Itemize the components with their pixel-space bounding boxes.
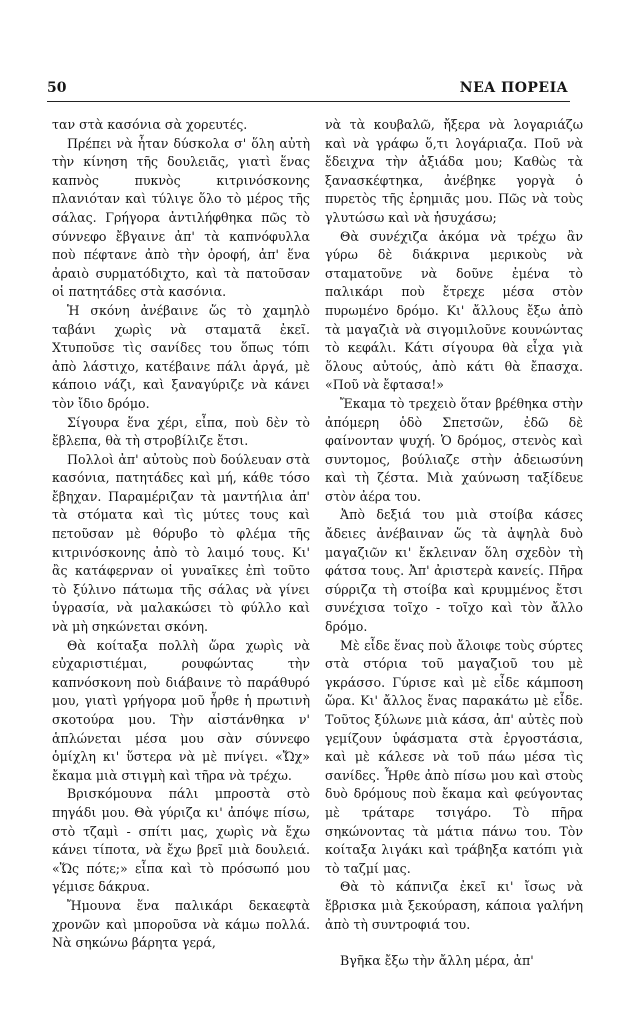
paragraph: Θὰ συνέχιζα ἀκόμα νὰ τρέχω ἂν γύρω δὲ διάκρινα μερικοὺς νὰ σταματοῦνε νὰ δοῦνε ἐμένα τὸ παλικάρι ποὺ ἔτρεχε μέσα στὸν πυρωμένο δρόμο. Κι' ἄλλους ἔξω ἀπὸ τὰ μαγαζιὰ νὰ σιγομιλοῦνε κουνώντας τὸ κεφάλι. Κάτι σίγουρα θὰ εἶχα γιὰ ὅλους αὐτούς, ἀπὸ κάτι θὰ ἔπασχα. «Ποῦ νὰ ἔφτασα!» xyxy=(325,228,583,393)
page-number: 50 xyxy=(47,80,67,96)
paragraph: Βρισκόμουνα πάλι μπροστὰ στὸ πηγάδι μου. Θὰ γύριζα κι' ἀπόψε πίσω, στὸ τζαμὶ - σπίτι μας, χωρὶς νὰ ἔχω κάνει τίποτα, νὰ ἔχω βρεῖ μιὰ δουλειά. «Ὥς πότε;» εἶπα καὶ τὸ πρόσωπό μου γέμισε δάκρυα. xyxy=(52,786,310,895)
paragraph: Ἔκαμα τὸ τρεχειὸ ὅταν βρέθηκα στὴν ἀπόμερη ὁδὸ Σπετσῶν, ἐδῶ δὲ φαίνονταν ψυχή. Ὁ δρόμος, στενὸς καὶ συντομος, βούλιαζε στὴν ἀδειωσύνη καὶ τὴ ζέστα. Μιὰ χαύνωση ταξίδευε στὸν ἀέρα του. xyxy=(325,395,583,504)
paragraph: Σίγουρα ἕνα χέρι, εἶπα, ποὺ δὲν τὸ ἔβλεπα, θὰ τὴ στροβίλιζε ἔτσι. xyxy=(52,414,310,449)
left-column xyxy=(52,116,310,953)
paragraph: Μὲ εἶδε ἕνας ποὺ ἄλοιφε τοὺς σύρτες στὰ στόρια τοῦ μαγαζιοῦ του μὲ γκράσσο. Γύρισε καὶ μὲ εἶδε κάμποση ὥρα. Κι' ἄλλος ἕνας παρακάτω μὲ εἶδε. Τοῦτος ξύλωνε μιὰ κάσα, ἀπ' αὐτὲς ποὺ γεμίζουν ὑφάσματα στὰ ἐργοστάσια, καὶ μὲ κάλεσε νὰ τοῦ πάω μέσα τὶς σανίδες. Ἦρθε ἀπὸ πίσω μου καὶ στοὺς δυὸ δρόμους ποὺ ἔκαμα καὶ φεύγοντας μὲ τράταρε τσιγάρο. Τὸ πῆρα σηκώνοντας τὰ μάτια πάνω του. Τὸν κοίταξα λιγάκι καὶ τράβηξα κατόπι γιὰ τὸ ταζμί μας. xyxy=(325,637,583,876)
paragraph: ταν στὰ κασόνια σὰ χορευτές. xyxy=(52,117,248,132)
paragraph: Ἤμουνα ἕνα παλικάρι δεκαεφτὰ χρονῶν καὶ μποροῦσα νὰ κάμω πολλά. Νὰ σηκώνω βάρητα γερά, xyxy=(52,897,310,951)
paragraph: Πρέπει νὰ ἦταν δύσκολα σ' ὅλη αὐτὴ τὴν κίνηση τῆς δουλειᾶς, γιατὶ ἕνας καπνὸς πυκνὸς κιτρινόσκονης πλανιόταν καὶ τύλιγε ὅλο τὸ μέρος τῆς σάλας. Γρήγορα ἀντιλήφθηκα πῶς τὸ σύννεφο ἔβγαινε ἀπ' τὰ καπνόφυλλα ποὺ πέφτανε ἀπὸ τὴν ὀροφή, ἀπ' ἕνα ἀραιὸ συρματόδιχτο, καὶ τὰ πατοῦσαν οἱ πατητάδες στὰ κασόνια. xyxy=(52,135,310,300)
header-rule xyxy=(47,101,570,102)
paragraph: νὰ τὰ κουβαλῶ, ἤξερα νὰ λογαριάζω καὶ νὰ γράφω ὅ,τι λογάριαζα. Ποῦ νὰ ἔδειχνα τὴν ἀξιάδα μου; Καθὼς τὰ ξανασκέφτηκα, ἀνέβηκε γοργὰ ὁ πυρετὸς τῆς ἐρημιᾶς μου. Πῶς νὰ τοὺς γλυτώσω καὶ νὰ ἡσυχάσω; xyxy=(325,117,583,225)
paragraph: Ἀπὸ δεξιά του μιὰ στοίβα κάσες ἄδειες ἀνέβαιναν ὥς τὰ ἀψηλὰ δυὸ μαγαζιῶν κι' ἔκλειναν ὅλη σχεδὸν τὴ φάτσα τους. Ἀπ' ἀριστερὰ κανείς. Πῆρα σύρριζα τὴ στοίβα καὶ κρυμμένος ἔτσι συνέχισα τοῖχο - τοῖχο καὶ τὸν ἄλλο δρόμο. xyxy=(325,507,583,635)
paragraph: Ἡ σκόνη ἀνέβαινε ὥς τὸ χαμηλὸ ταβάνι χωρὶς νὰ σταματᾶ ἐκεῖ. Χτυποῦσε τὶς σανίδες του ὅπως τόπι ἀπὸ λάστιχο, κατέβαινε πάλι ἀργά, μὲ κάποιο νάζι, καὶ ξαναγύριζε νὰ κάνει τὸν ἴδιο δρόμο. xyxy=(52,302,310,411)
right-column xyxy=(325,116,583,971)
paragraph: Πολλοὶ ἀπ' αὐτοὺς ποὺ δούλευαν στὰ κασόνια, πατητάδες καὶ μή, κάθε τόσο ἔβηχαν. Παραμέριζαν τὰ μαντήλια ἀπ' τὰ στόματα καὶ τὶς μύτες τους καὶ πετοῦσαν μὲ θόρυβο τὸ φλέμα τῆς κιτρινόσκονης ἀπὸ τὸ λαιμό τους. Κι' ἂς κατάφερναν οἱ γυναῖκες ἐπὶ τοῦτο τὸ ξύλινο πάτωμα τῆς σάλας νὰ γίνει ὑγρασία, νὰ μαλακώσει τὸ φύλλο καὶ νὰ μὴ σηκώνεται σκόνη. xyxy=(52,451,310,635)
paragraph: Βγῆκα ἔξω τὴν ἄλλη μέρα, ἀπ' xyxy=(340,953,534,969)
paragraph: Θὰ κοίταξα πολλὴ ὥρα χωρὶς νὰ εὐχαριστιέμαι, ρουφώντας τὴν καπνόσκονη ποὺ διάβαινε τὸ παράθυρό μου, γιατὶ γρήγορα μοῦ ἦρθε ἡ πρωτινὴ σκοτούρα μου. Τὴν αἰστάνθηκα ν' ἁπλώνεται μέσα μου σὰν σύννεφο ὁμίχλη κι' ὕστερα νὰ μὲ πνίγει. «Ὤχ» ἔκαμα μιὰ στιγμὴ καὶ τῆρα νὰ τρέχω. xyxy=(52,637,310,783)
paragraph: Θὰ τὸ κάπνιζα ἐκεῖ κι' ἴσως νὰ ἔβρισκα μιὰ ξεκούραση, κάποια γαλήνη ἀπὸ τὴ συντροφιά του. xyxy=(325,879,583,932)
running-title: ΝΕΑ ΠΟΡΕΙΑ xyxy=(459,80,568,96)
